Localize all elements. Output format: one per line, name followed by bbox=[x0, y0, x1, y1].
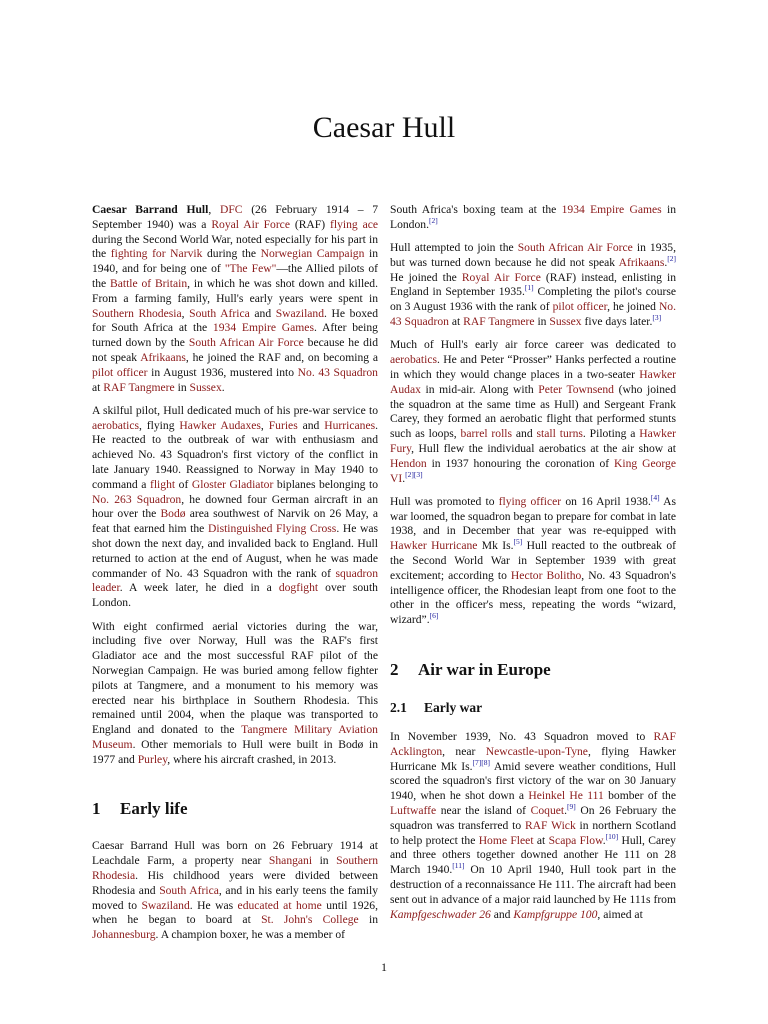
early-war-paragraph-1 bbox=[390, 730, 676, 922]
wiki-link[interactable]: pilot officer bbox=[552, 300, 608, 314]
citation-ref[interactable]: [10] bbox=[605, 831, 619, 841]
wiki-link[interactable]: DFC bbox=[219, 203, 243, 216]
wiki-link[interactable]: stall turns bbox=[536, 427, 583, 441]
wiki-link[interactable]: RAF Tangmere bbox=[103, 380, 175, 394]
wiki-link[interactable]: Swaziland bbox=[275, 306, 325, 320]
text-run: , flying Hawker Hurricane Mk Is. bbox=[390, 744, 676, 773]
wiki-link[interactable]: Bodø bbox=[160, 507, 186, 521]
wiki-link[interactable]: South Africa bbox=[159, 883, 219, 897]
section-number: 1 bbox=[92, 799, 101, 819]
wiki-link[interactable]: 1934 Empire Games bbox=[212, 321, 314, 335]
text-run: A skilful pilot, Hull dedicated much of his pre-war service to bbox=[92, 403, 378, 417]
page-number: 1 bbox=[381, 960, 387, 974]
text-run: at bbox=[533, 833, 549, 847]
text-run: because he did not speak bbox=[92, 336, 378, 364]
text-run: . His childhood years were divided between Rhodesia and bbox=[92, 869, 378, 897]
text-run: He joined the bbox=[390, 270, 462, 284]
wiki-link[interactable]: aerobatics bbox=[390, 353, 437, 367]
bold-subject-name: Caesar Barrand Hull bbox=[92, 203, 209, 216]
wiki-link[interactable]: No. 43 Squadron bbox=[390, 300, 677, 329]
text-run: , where his aircraft crashed, in 2013. bbox=[167, 752, 337, 766]
wiki-link[interactable]: "The Few" bbox=[224, 262, 277, 276]
citation-ref[interactable]: [11] bbox=[452, 861, 465, 871]
text-run: , and in his early teens the family moved to bbox=[92, 883, 378, 912]
text-run: in 1940, and for being one of bbox=[92, 247, 379, 276]
text-run: during the bbox=[202, 247, 261, 261]
text-run: area southwest of Narvik on 26 May, a feat that earned him the bbox=[92, 507, 378, 536]
citation-ref[interactable]: [4] bbox=[650, 492, 660, 502]
text-run: Caesar Barrand Hull was born on 26 February 1914 at Leachdale Farm, a property near bbox=[92, 839, 378, 868]
text-run: until 1926, when he began to board at bbox=[92, 898, 378, 927]
wiki-link[interactable]: Peter Townsend bbox=[538, 382, 614, 396]
wiki-link[interactable]: Southern Rhodesia bbox=[92, 306, 182, 320]
text-run: , near bbox=[442, 744, 486, 758]
text-run: at bbox=[92, 380, 104, 394]
text-run: . bbox=[402, 471, 406, 485]
text-run: On 10 April 1940, Hull took part in the destruction of a reconnaissance He 111. The aircraft had been sent out in advance of a major raid launched by He 111s from bbox=[390, 863, 676, 906]
wiki-link[interactable]: Hawker Audax bbox=[390, 367, 676, 396]
text-run: in bbox=[312, 854, 337, 868]
text-run: in bbox=[358, 913, 378, 927]
text-run: (RAF) instead, enlisting in England in September 1935. bbox=[390, 270, 677, 299]
wiki-link[interactable]: pilot officer bbox=[92, 365, 148, 379]
text-run: . He was bbox=[189, 898, 238, 912]
wiki-link[interactable]: King George VI bbox=[390, 456, 676, 485]
wiki-link[interactable]: fighting for Narvik bbox=[110, 247, 203, 261]
wiki-link[interactable]: barrel rolls bbox=[460, 427, 513, 441]
wiki-link[interactable]: Hawker Audaxes bbox=[179, 418, 261, 432]
text-run: , bbox=[260, 418, 269, 432]
text-run: As war loomed, the squadron began to prepare for combat in late 1938, and in December that year was re-equipped with bbox=[390, 494, 676, 538]
page-title: Caesar Hull bbox=[312, 111, 456, 144]
text-run: on 16 April 1938. bbox=[561, 494, 651, 508]
section-heading-early-life bbox=[92, 799, 378, 819]
text-run: during the Second World War, noted especially for his part in the bbox=[92, 232, 378, 261]
wiki-link[interactable]: Gloster Gladiator bbox=[191, 477, 274, 491]
wiki-link[interactable]: Swaziland bbox=[141, 898, 190, 912]
wiki-link[interactable]: Hurricanes bbox=[324, 418, 376, 432]
wiki-link[interactable]: Battle of Britain bbox=[109, 276, 188, 290]
wiki-link[interactable]: Johannesburg bbox=[92, 928, 156, 942]
text-run: In November 1939, No. 43 Squadron moved to bbox=[390, 730, 654, 744]
text-run: On 26 February the squadron was transferred to bbox=[390, 804, 676, 832]
early-life-paragraph-3 bbox=[390, 338, 676, 486]
text-run: . He and Peter “Prosser” Hanks perfected a routine in which they would change places in a two-seater bbox=[390, 353, 676, 381]
text-run: , he joined bbox=[607, 300, 659, 314]
text-run: bomber of the bbox=[603, 789, 676, 803]
text-run: . bbox=[564, 804, 568, 817]
wiki-link[interactable]: squadron leader bbox=[92, 566, 378, 595]
wiki-link[interactable]: Purley bbox=[137, 752, 168, 766]
text-run: . He was shot down the next day, and invalided back to England. Hull returned to action at the end of August, when he was made commander of No. 43 Squadron with the rank of bbox=[92, 522, 379, 580]
text-run: , bbox=[181, 306, 190, 320]
text-run: in bbox=[534, 315, 550, 329]
citation-ref[interactable]: [2] bbox=[667, 254, 676, 264]
wiki-link[interactable]: No. 43 Squadron bbox=[297, 365, 378, 379]
wiki-link[interactable]: Kampfgeschwader 26 bbox=[390, 907, 491, 921]
text-run: of bbox=[175, 477, 192, 491]
text-run: . bbox=[221, 380, 225, 394]
text-run: . He boxed for South Africa at the bbox=[92, 306, 378, 335]
wiki-link[interactable]: Coquet bbox=[530, 804, 565, 817]
citation-ref[interactable]: [5] bbox=[513, 537, 523, 547]
left-column bbox=[92, 203, 378, 952]
text-run: Mk Is. bbox=[477, 539, 514, 553]
text-run: . bbox=[602, 833, 606, 847]
wiki-link[interactable]: RAF Wick bbox=[524, 818, 576, 832]
section-title: Early life bbox=[120, 799, 188, 819]
wiki-link[interactable]: Hendon bbox=[390, 456, 427, 470]
text-run: over south London. bbox=[92, 581, 378, 610]
text-run: , in which he was shot down and killed. From a farming family, Hull's early years were spent in bbox=[92, 276, 379, 305]
subsection-heading-early-war bbox=[390, 700, 676, 716]
wiki-link[interactable]: Furies bbox=[268, 418, 298, 432]
text-run: , bbox=[208, 203, 220, 216]
intro-paragraph-1 bbox=[92, 203, 378, 395]
citation-ref[interactable]: [2] bbox=[428, 215, 438, 225]
citation-ref[interactable]: [3] bbox=[652, 313, 662, 323]
wiki-link[interactable]: Afrikaans bbox=[618, 255, 665, 269]
wiki-link[interactable]: Scapa Flow bbox=[548, 833, 603, 847]
text-run: Completing the pilot's course on 3 August 1936 with the rank of bbox=[390, 285, 677, 314]
right-column bbox=[390, 203, 676, 931]
intro-paragraph-3 bbox=[92, 620, 378, 768]
section-number: 2 bbox=[390, 660, 399, 680]
early-life-paragraph-2 bbox=[390, 241, 676, 330]
wiki-link[interactable]: Distinguished Flying Cross bbox=[207, 522, 337, 536]
text-run: , No. 43 Squadron's intelligence officer, the Rhodesian leapt from one foot to the other in the officer's mess, repeating the words “wizard, wizard”. bbox=[390, 568, 677, 627]
text-run: With eight confirmed aerial victories during the war, including five over Norway, Hull was the RAF's first Gladiator ace and the most successful RAF pilot of the Norwegian Campaign. He was buried among fellow fighter pilots at Tangmere, and a monument to his memory was erected near his birthplace in Southern Rhodesia. This remained until 2004, when the plaque was transported to England and donated to the bbox=[92, 619, 378, 737]
text-run: Hull attempted to join the bbox=[390, 241, 518, 255]
wiki-link[interactable]: educated at home bbox=[237, 898, 322, 912]
wiki-link[interactable]: Home Fleet bbox=[478, 833, 534, 847]
text-run: Hull reacted to the outbreak of the Second World War in September 1939 with great excitement; according to bbox=[390, 539, 676, 582]
wiki-link[interactable]: flying ace bbox=[330, 217, 379, 231]
text-run: at bbox=[448, 315, 464, 329]
text-run: . Other memorials to Hull were built in Bodø in 1977 and bbox=[92, 737, 378, 766]
text-run: and bbox=[490, 907, 514, 921]
text-run: , flying bbox=[139, 418, 180, 432]
text-run: South Africa's boxing team at the bbox=[390, 203, 562, 216]
citation-ref[interactable]: [1] bbox=[524, 283, 534, 293]
wiki-link[interactable]: St. John's College bbox=[261, 913, 359, 927]
wiki-link[interactable]: RAF Tangmere bbox=[463, 315, 535, 329]
wiki-link[interactable]: Luftwaffe bbox=[390, 804, 437, 817]
text-run: (who joined the squadron at the same time as Hull) and Sergeant Frank Carey, they formed an aerobatic flight that performed stunts such as loops, bbox=[390, 382, 676, 441]
text-run: . After being turned down by the bbox=[92, 321, 378, 350]
wiki-link[interactable]: South African Air Force bbox=[188, 336, 304, 350]
text-run: near the island of bbox=[436, 804, 531, 817]
text-run: , Hull flew the individual aerobatics at the air show at bbox=[411, 441, 676, 455]
text-run: . A week later, he died in a bbox=[119, 581, 279, 595]
text-run: and bbox=[297, 418, 325, 432]
wiki-link[interactable]: Royal Air Force bbox=[211, 217, 290, 231]
wiki-link[interactable]: Kampfgruppe 100 bbox=[513, 907, 598, 921]
wiki-link[interactable]: Heinkel He 111 bbox=[528, 789, 604, 803]
wiki-link[interactable]: Southern Rhodesia bbox=[92, 854, 378, 883]
text-run: , he downed four German aircraft in an hour over the bbox=[92, 492, 378, 521]
text-run: in bbox=[174, 380, 190, 394]
text-run: in northern Scotland to help protect the bbox=[390, 818, 677, 847]
wiki-link[interactable]: Royal Air Force bbox=[461, 270, 541, 284]
text-run: in August 1936, mustered into bbox=[147, 365, 298, 379]
wiki-link[interactable]: flight bbox=[149, 477, 176, 491]
wiki-link[interactable]: aerobatics bbox=[92, 418, 139, 432]
text-run: in 1935, but was turned down because he did not speak bbox=[390, 241, 676, 269]
text-run: (26 February 1914 – 7 September 1940) was a bbox=[92, 203, 379, 231]
wiki-link[interactable]: Shangani bbox=[268, 854, 313, 868]
early-life-paragraph-4 bbox=[390, 492, 677, 628]
text-run: and bbox=[249, 306, 276, 320]
subsection-number: 2.1 bbox=[390, 700, 407, 716]
text-run: , he joined the RAF and, on becoming a bbox=[185, 350, 378, 364]
section-title: Air war in Europe bbox=[418, 660, 551, 680]
text-run: Hull, Carey and three others together downed another He 111 on 28 March 1940. bbox=[390, 833, 676, 877]
text-run: in London. bbox=[390, 203, 676, 231]
text-run: Much of Hull's early air force career was dedicated to bbox=[390, 338, 676, 352]
text-run: Amid severe weather conditions, Hull scored the squadron's first victory of the war on 30 January 1940, when he shot down a bbox=[390, 759, 677, 803]
wiki-link[interactable]: South Africa bbox=[189, 306, 250, 320]
text-run: in 1937 honouring the coronation of bbox=[426, 456, 615, 470]
wiki-link[interactable]: Newcastle-upon-Tyne bbox=[485, 744, 588, 758]
wiki-link[interactable]: RAF Acklington bbox=[390, 730, 676, 758]
wiki-link[interactable]: Hector Bolitho bbox=[510, 568, 582, 582]
early-life-paragraph-1 bbox=[92, 839, 378, 943]
text-run: . He reacted to the outbreak of war with enthusiasm and achieved No. 43 Squadron's first victory of the conflict in late January 1940. Reassigned to Norway in May 1940 to command a bbox=[92, 418, 379, 491]
text-run: , aimed at bbox=[597, 907, 643, 921]
text-run: Hull was promoted to bbox=[390, 494, 499, 508]
wiki-link[interactable]: Sussex bbox=[189, 380, 222, 394]
text-run: (RAF) bbox=[289, 217, 330, 231]
wiki-link[interactable]: Norwegian Campaign bbox=[260, 247, 365, 261]
text-run: . A champion boxer, he was a member of bbox=[155, 928, 346, 942]
text-run: biplanes belonging to bbox=[273, 477, 378, 491]
wiki-link[interactable]: flying officer bbox=[498, 494, 562, 508]
citation-ref[interactable]: [9] bbox=[567, 802, 576, 812]
wiki-link[interactable]: Tangmere Military Aviation Museum bbox=[92, 723, 378, 751]
section-heading-air-war-in-europe bbox=[390, 660, 676, 680]
wiki-link[interactable]: Hawker Hurricane bbox=[390, 539, 478, 553]
wiki-link[interactable]: No. 263 Squadron bbox=[92, 492, 182, 506]
wiki-link[interactable]: dogfight bbox=[278, 581, 319, 595]
wiki-link[interactable]: 1934 Empire Games bbox=[561, 203, 662, 216]
text-run: . bbox=[664, 255, 668, 269]
subsection-title: Early war bbox=[424, 700, 483, 716]
wiki-link[interactable]: Afrikaans bbox=[140, 350, 186, 364]
intro-paragraph-2 bbox=[92, 404, 378, 611]
citation-ref[interactable]: [7][8] bbox=[472, 757, 491, 767]
citation-ref[interactable]: [6] bbox=[429, 611, 439, 621]
citation-ref[interactable]: [2][3] bbox=[405, 469, 423, 479]
wiki-link[interactable]: South African Air Force bbox=[517, 241, 633, 255]
wiki-link[interactable]: Hawker Fury bbox=[390, 427, 676, 455]
text-run: . Piloting a bbox=[582, 427, 640, 441]
text-run: —the Allied pilots of the bbox=[92, 262, 379, 290]
text-run: in mid-air. Along with bbox=[420, 382, 539, 396]
text-run: five days later. bbox=[581, 315, 653, 329]
text-run: and bbox=[512, 427, 537, 441]
early-life-paragraph-1-continued bbox=[390, 203, 676, 233]
wiki-link[interactable]: Sussex bbox=[549, 315, 582, 329]
